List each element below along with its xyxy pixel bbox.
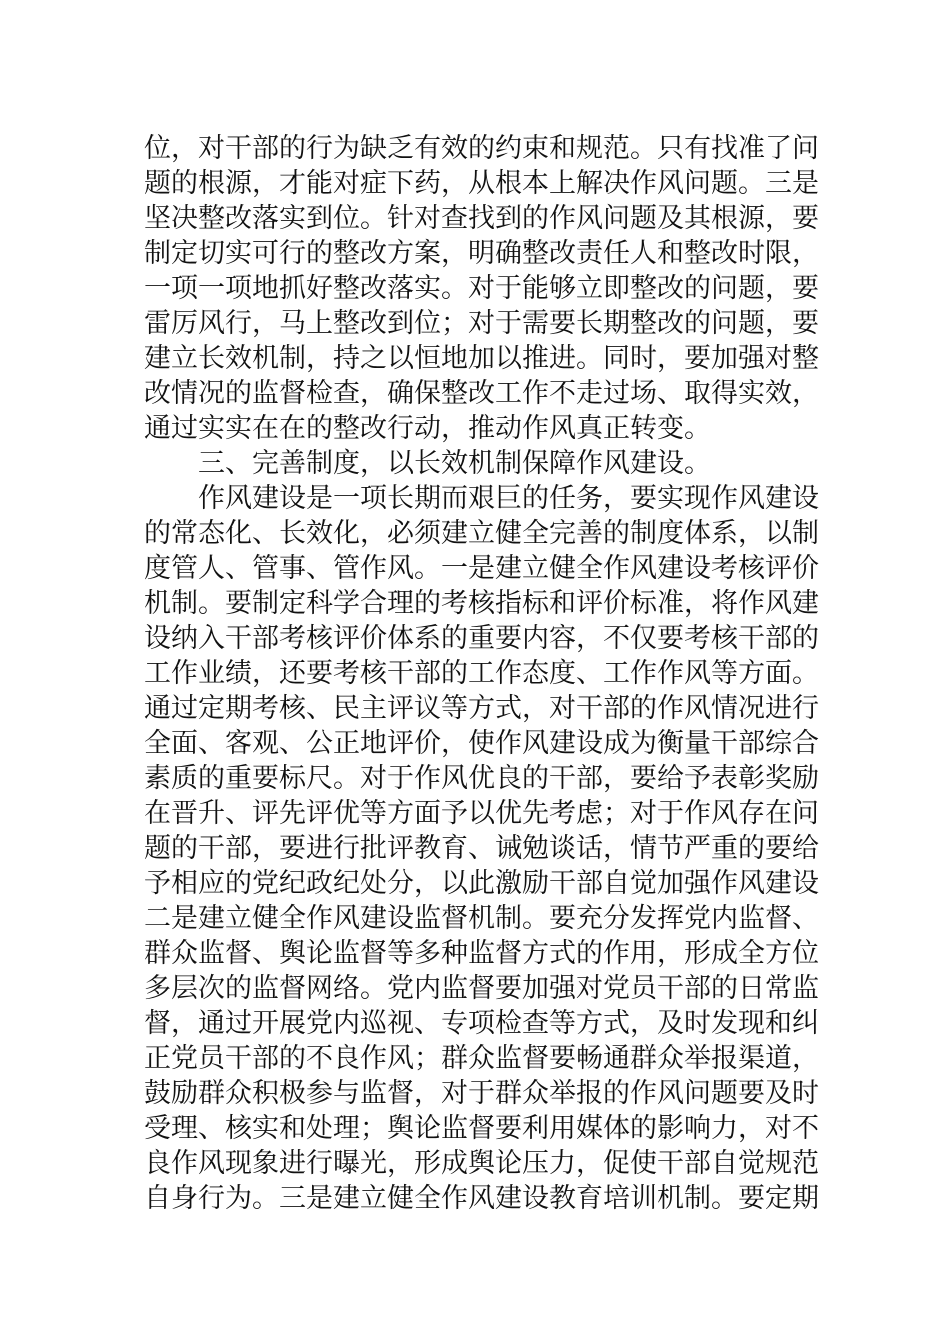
paragraph-line: 予相应的党纪政纪处分，以此激励干部自觉加强作风建设 — [144, 868, 819, 899]
continuation-paragraph — [144, 131, 819, 446]
paragraph-line: 的常态化、长效化，必须建立健全完善的制度体系，以制 — [144, 518, 819, 549]
paragraph-line: 改情况的监督检查，确保整改工作不走过场、取得实效， — [144, 378, 819, 409]
paragraph-line: 题的干部，要进行批评教育、诫勉谈话，情节严重的要给 — [144, 833, 819, 864]
paragraph-line: 二是建立健全作风建设监督机制。要充分发挥党内监督、 — [144, 903, 819, 934]
paragraph-line: 制定切实可行的整改方案，明确整改责任人和整改时限， — [144, 238, 819, 269]
paragraph-line: 作风建设是一项长期而艰巨的任务，要实现作风建设 — [198, 483, 819, 514]
paragraph-line: 工作业绩，还要考核干部的工作态度、工作作风等方面。 — [144, 658, 819, 689]
paragraph-line: 多层次的监督网络。党内监督要加强对党员干部的日常监 — [144, 973, 819, 1004]
paragraph-line: 题的根源，才能对症下药，从根本上解决作风问题。三是 — [144, 168, 819, 199]
paragraph-line: 通过定期考核、民主评议等方式，对干部的作风情况进行 — [144, 693, 819, 724]
paragraph-line: 鼓励群众积极参与监督，对于群众举报的作风问题要及时 — [144, 1078, 819, 1109]
paragraph-line: 在晋升、评先评优等方面予以优先考虑；对于作风存在问 — [144, 798, 819, 829]
section-heading-block — [144, 446, 809, 481]
paragraph-line: 素质的重要标尺。对于作风优良的干部，要给予表彰奖励 — [144, 763, 819, 794]
paragraph-line: 受理、核实和处理；舆论监督要利用媒体的影响力，对不 — [144, 1113, 819, 1144]
paragraph-line: 建立长效机制，持之以恒地加以推进。同时，要加强对整 — [144, 343, 819, 374]
paragraph-line: 度管人、管事、管作风。一是建立健全作风建设考核评价 — [144, 553, 819, 584]
paragraph-line: 位，对干部的行为缺乏有效的约束和规范。只有找准了问 — [144, 133, 819, 164]
paragraph-line: 一项一项地抓好整改落实。对于能够立即整改的问题，要 — [144, 273, 819, 304]
paragraph-line: 督，通过开展党内巡视、专项检查等方式，及时发现和纠 — [144, 1008, 819, 1039]
paragraph-line: 良作风现象进行曝光，形成舆论压力，促使干部自觉规范 — [144, 1148, 819, 1179]
paragraph-line: 全面、客观、公正地评价，使作风建设成为衡量干部综合 — [144, 728, 819, 759]
paragraph-line: 坚决整改落实到位。针对查找到的作风问题及其根源，要 — [144, 203, 819, 234]
paragraph-line: 通过实实在在的整改行动，推动作风真正转变。 — [144, 413, 711, 444]
paragraph-line: 群众监督、舆论监督等多种监督方式的作用，形成全方位 — [144, 938, 819, 969]
paragraph-line: 设纳入干部考核评价体系的重要内容，不仅要考核干部的 — [144, 623, 819, 654]
paragraph-line: 自身行为。三是建立健全作风建设教育培训机制。要定期 — [144, 1183, 819, 1214]
paragraph-line: 正党员干部的不良作风；群众监督要畅通群众举报渠道， — [144, 1043, 819, 1074]
paragraph-line: 雷厉风行，马上整改到位；对于需要长期整改的问题，要 — [144, 308, 819, 339]
section-heading: 三、完善制度，以长效机制保障作风建设。 — [198, 448, 711, 479]
paragraph-line: 机制。要制定科学合理的考核指标和评价标准，将作风建 — [144, 588, 819, 619]
section-paragraph — [144, 481, 819, 1216]
